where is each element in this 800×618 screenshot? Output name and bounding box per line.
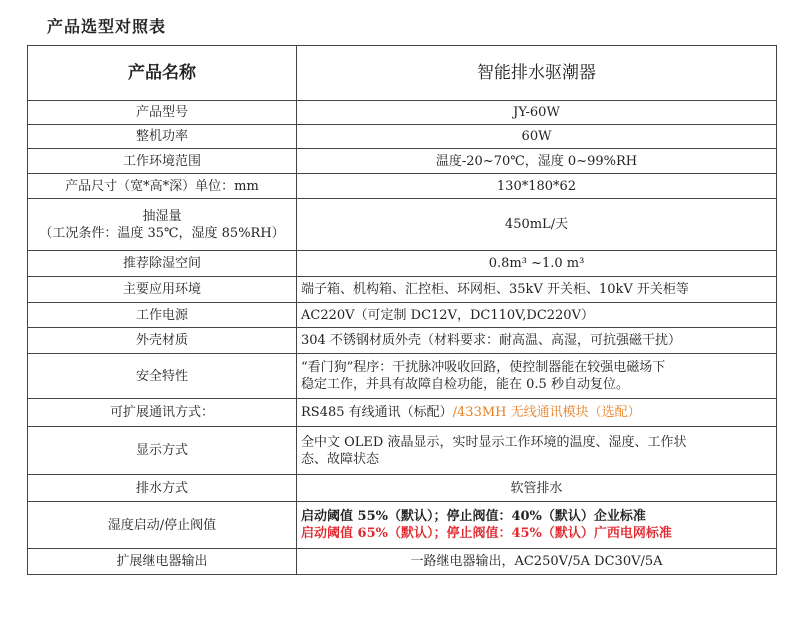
row-label: 湿度启动/停止阀值 <box>28 502 297 549</box>
page-title: 产品选型对照表 <box>47 17 167 36</box>
row-value: 端子箱、机构箱、汇控柜、环网柜、35kV 开关柜、10kV 开关柜等 <box>297 277 777 303</box>
table-header-row <box>28 46 777 101</box>
row-label: 工作电源 <box>28 303 297 328</box>
row-value: 450mL/天 <box>297 199 777 251</box>
table-row <box>28 502 777 549</box>
table-row <box>28 303 777 328</box>
table-row <box>28 199 777 251</box>
row-value-line: 全中文 OLED 液晶显示，实时显示工作环境的温度、湿度、工作状 <box>301 434 687 450</box>
row-value-line: 启动阈值 55%（默认）；停止阀值：40%（默认）企业标准 <box>301 509 646 524</box>
row-label: 扩展继电器输出 <box>28 549 297 575</box>
row-label: 工作环境范围 <box>28 149 297 174</box>
row-label <box>28 199 297 251</box>
value-standard: RS485 有线通讯（标配） <box>301 405 453 420</box>
table-row <box>28 251 777 277</box>
row-value-line: “看门狗”程序：干扰脉冲吸收回路，使控制器能在较强电磁场下 <box>301 360 666 375</box>
value-optional: /433MH 无线通讯模块（选配） <box>452 405 641 420</box>
table-row <box>28 328 777 354</box>
row-value <box>297 354 777 399</box>
table-row <box>28 549 777 575</box>
table-row <box>28 277 777 303</box>
row-label: 产品尺寸（宽*高*深）单位：mm <box>28 174 297 199</box>
header-name-cell: 产品名称 <box>28 46 297 101</box>
table-row <box>28 475 777 502</box>
header-value-cell: 智能排水驱潮器 <box>297 46 777 101</box>
row-value: 304 不锈钢材质外壳（材料要求：耐高温、高湿，可抗强磁干扰） <box>297 328 777 354</box>
row-value: 一路继电器输出，AC250V/5A DC30V/5A <box>297 549 777 575</box>
row-value: 130*180*62 <box>297 174 777 199</box>
row-label-line: （工况条件：温度 35℃，湿度 85%RH） <box>39 225 285 241</box>
row-label: 主要应用环境 <box>28 277 297 303</box>
table-row <box>28 101 777 125</box>
row-label: 整机功率 <box>28 125 297 149</box>
row-label: 外壳材质 <box>28 328 297 354</box>
table-row <box>28 149 777 174</box>
row-value: JY-60W <box>297 101 777 125</box>
row-value <box>297 502 777 549</box>
table-row <box>28 399 777 427</box>
row-value: 温度-20~70℃，湿度 0~99%RH <box>297 149 777 174</box>
table-row <box>28 427 777 475</box>
row-value-line: 稳定工作，并具有故障自检功能，能在 0.5 秒自动复位。 <box>301 377 629 392</box>
row-value: 0.8m³ ~1.0 m³ <box>297 251 777 277</box>
table-row <box>28 174 777 199</box>
row-value: 60W <box>297 125 777 149</box>
row-label: 显示方式 <box>28 427 297 475</box>
row-label: 可扩展通讯方式： <box>28 399 297 427</box>
row-value: 软管排水 <box>297 475 777 502</box>
spec-table <box>27 45 777 575</box>
row-value: AC220V（可定制 DC12V，DC110V,DC220V） <box>297 303 777 328</box>
row-label-line: 抽湿量 <box>142 208 182 224</box>
table-row <box>28 354 777 399</box>
row-value <box>297 399 777 427</box>
row-label: 产品型号 <box>28 101 297 125</box>
row-label: 排水方式 <box>28 475 297 502</box>
row-label: 安全特性 <box>28 354 297 399</box>
row-value-line: 态、故障状态 <box>301 451 380 467</box>
row-label: 推荐除湿空间 <box>28 251 297 277</box>
table-row <box>28 125 777 149</box>
row-value-line: 启动阈值 65%（默认）；停止阀值：45%（默认）广西电网标准 <box>301 526 672 541</box>
row-value <box>297 427 777 475</box>
